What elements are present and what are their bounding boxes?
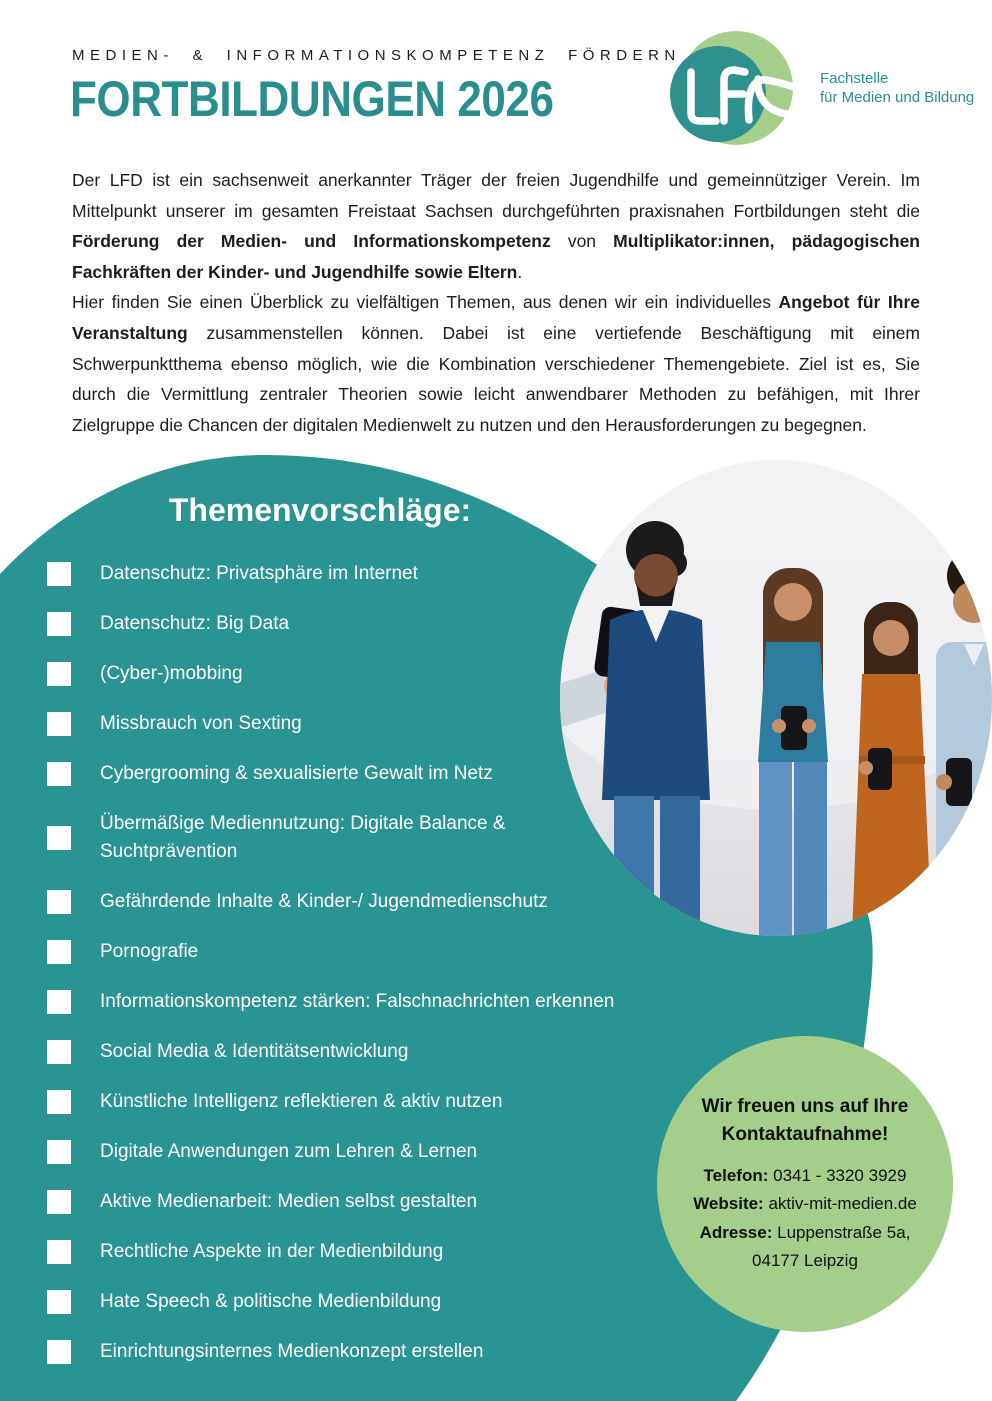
contact-heading	[702, 1093, 909, 1149]
square-bullet-icon	[47, 990, 71, 1014]
topic-label: Pornografie	[100, 941, 199, 962]
page-title: FORTBILDUNGEN 2026	[70, 71, 554, 127]
list-item	[47, 938, 614, 966]
list-item	[47, 988, 614, 1016]
address-line2: 04177 Leipzig	[752, 1251, 858, 1270]
topic-label: Missbrauch von Sexting	[100, 713, 302, 734]
square-bullet-icon	[47, 612, 71, 636]
list-item	[47, 760, 614, 788]
square-bullet-icon	[47, 826, 71, 850]
square-bullet-icon	[47, 1140, 71, 1164]
square-bullet-icon	[47, 1190, 71, 1214]
list-item	[47, 660, 614, 688]
contact-circle	[657, 1036, 953, 1332]
topics-heading: Themenvorschläge:	[168, 492, 472, 528]
square-bullet-icon	[47, 890, 71, 914]
square-bullet-icon	[47, 1240, 71, 1264]
list-item	[47, 1338, 614, 1366]
topic-label: Aktive Medienarbeit: Medien selbst gestalten	[100, 1191, 478, 1212]
square-bullet-icon	[47, 1340, 71, 1364]
list-item	[47, 610, 614, 638]
square-bullet-icon	[47, 1290, 71, 1314]
logo-tagline-line1: Fachstelle	[820, 70, 889, 87]
topic-label: Künstliche Intelligenz reflektieren & aktiv nutzen	[100, 1091, 503, 1112]
intro-paragraph-2: Hier finden Sie einen Überblick zu vielfältigen Themen, aus denen wir ein individuelles Angebot für Ihre Veranstaltung zusammenstellen können. Dabei ist eine vertiefende Beschäftigung mit einem Schwerpunktthema ebenso möglich, wie die Kombination verschiedener Themengebiete. Ziel ist es, Sie durch die Vermittlung zentraler Theorien sowie leicht anwendbarer Methoden zu befähigen, mit Ihrer Zielgruppe die Chancen der digitalen Medienwelt zu nutzen und den Herausforderungen zu begegnen.	[72, 292, 920, 435]
contact-phone	[693, 1162, 917, 1191]
square-bullet-icon	[47, 1040, 71, 1064]
website-value: aktiv-mit-medien.de	[768, 1194, 917, 1213]
list-item	[47, 710, 614, 738]
contact-address	[693, 1219, 917, 1248]
phone-label: Telefon:	[703, 1165, 769, 1185]
list-item	[47, 1038, 614, 1066]
list-item	[47, 1288, 614, 1316]
topic-label: Informationskompetenz stärken: Falschnachrichten erkennen	[100, 991, 615, 1012]
topic-label: Digitale Anwendungen zum Lehren & Lernen	[100, 1141, 478, 1162]
topics-list	[47, 560, 614, 1366]
list-item	[47, 810, 614, 866]
address-label: Adresse:	[699, 1222, 773, 1242]
list-item	[47, 1138, 614, 1166]
square-bullet-icon	[47, 712, 71, 736]
logo-tagline-line2: für Medien und Bildung	[820, 89, 975, 106]
list-item	[47, 1238, 614, 1266]
intro-paragraph-1: Der LFD ist ein sachsenweit anerkannter Träger der freien Jugendhilfe und gemeinnütziger Verein. Im Mittelpunkt unserer im gesamten Freistaat Sachsen durchgeführten praxisnahen Fortbildungen steht die Förderung der Medien- und Informationskompetenz von Multiplikator:innen, pädagogischen Fachkräften der Kinder- und Jugendhilfe sowie Eltern.	[72, 170, 920, 282]
topic-label: Einrichtungsinternes Medienkonzept erstellen	[100, 1341, 484, 1362]
square-bullet-icon	[47, 562, 71, 586]
topic-label: Rechtliche Aspekte in der Medienbildung	[100, 1241, 444, 1262]
topic-label: Übermäßige Mediennutzung: Digitale Balance & Suchtprävention	[100, 813, 506, 862]
phone-value: 0341 - 3320 3929	[773, 1165, 907, 1185]
list-item	[47, 560, 614, 588]
people-with-smartphones-photo	[560, 460, 992, 936]
topic-label: (Cyber-)mobbing	[100, 663, 243, 684]
contact-website	[693, 1190, 917, 1219]
topic-label: Cybergrooming & sexualisierte Gewalt im Netz	[100, 763, 493, 784]
list-item	[47, 1088, 614, 1116]
topic-label: Social Media & Identitätsentwicklung	[100, 1041, 409, 1062]
topic-label: Datenschutz: Big Data	[100, 613, 290, 634]
square-bullet-icon	[47, 662, 71, 686]
header-eyebrow: MEDIEN- & INFORMATIONSKOMPETENZ FÖRDERN	[72, 47, 681, 64]
square-bullet-icon	[47, 940, 71, 964]
people-illustration	[560, 460, 992, 936]
woman-teal	[758, 568, 828, 936]
contact-heading-line2: Kontaktaufnahme!	[721, 1123, 889, 1145]
website-label: Website:	[693, 1194, 764, 1213]
square-bullet-icon	[47, 1090, 71, 1114]
topic-label: Hate Speech & politische Medienbildung	[100, 1291, 442, 1312]
contact-heading-line1: Wir freuen uns auf Ihre	[701, 1095, 909, 1117]
address-line1: Luppenstraße 5a,	[777, 1222, 911, 1242]
list-item	[47, 1188, 614, 1216]
topic-label: Datenschutz: Privatsphäre im Internet	[100, 563, 418, 584]
list-item	[47, 888, 614, 916]
square-bullet-icon	[47, 762, 71, 786]
contact-details	[693, 1162, 917, 1276]
topic-label: Gefährdende Inhalte & Kinder-/ Jugendmedienschutz	[100, 891, 548, 912]
